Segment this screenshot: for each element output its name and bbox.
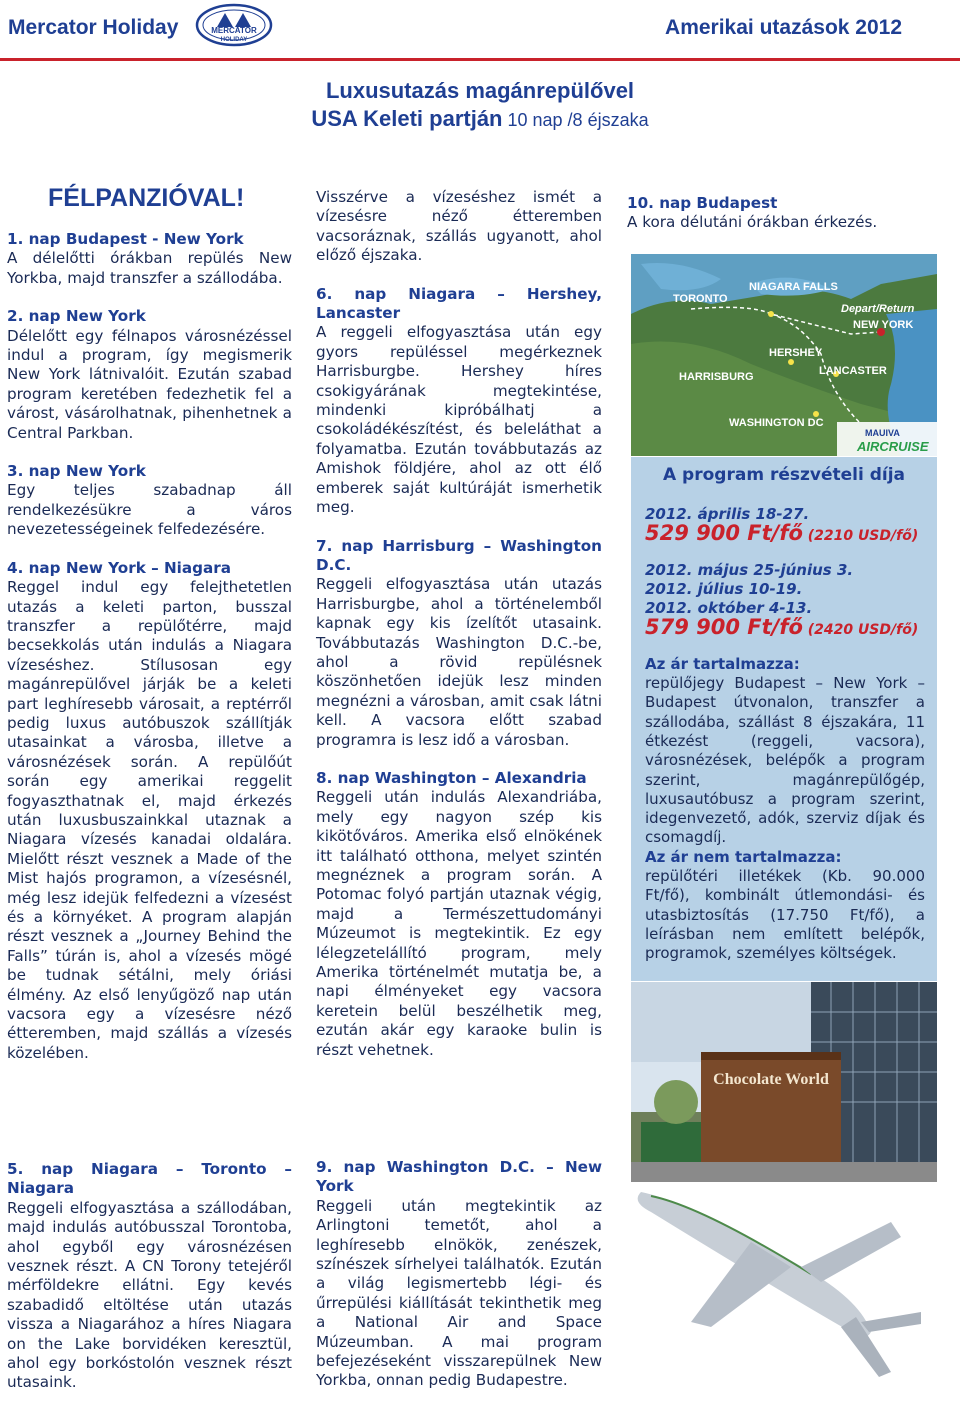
brand-name: Mercator Holiday (8, 16, 179, 39)
photo-sign: Chocolate World (713, 1071, 829, 1088)
date-3: 2012. július 10-19. (645, 579, 803, 598)
day-6-heading: 6. nap Niagara – Hershey, Lancaster (316, 284, 602, 323)
price-1-usd: (2210 USD/fő) (807, 528, 919, 545)
price-content (645, 505, 925, 964)
day-9-heading: 9. nap Washington D.C. – New York (316, 1158, 602, 1196)
page-header (0, 0, 960, 60)
header-tagline: Amerikai utazások 2012 (665, 16, 902, 39)
day-1 (7, 230, 292, 288)
included-text: repülőjegy Budapest – New York – Budapest útvonalon, transzfer a szállodába, szállást 8 éjszakára, 11 étkezést (reggeli, vacsora), városnézések, belépők a program szerint, magánrepülőgép, luxusautóbusz a program szerint, idegenvezető, adók, szerviz díjak és csomagdíj. (645, 674, 925, 847)
day-4-heading: 4. nap New York – Niagara (7, 558, 231, 577)
day-4 (7, 559, 292, 1064)
price-heading: A program részvételi díja (662, 465, 906, 485)
page-title: Luxusutazás magánrepülővel (325, 78, 635, 103)
map-brand-2: AIRCRUISE (857, 439, 929, 454)
map-label-hershey: HERSHEY (769, 347, 823, 359)
itinerary-column-2 (316, 188, 602, 1079)
day-8-heading: 8. nap Washington – Alexandria (316, 768, 587, 787)
map-label-lancaster: LANCASTER (819, 365, 887, 377)
date-1: 2012. április 18-27. (645, 505, 810, 523)
day-10 (627, 194, 937, 233)
map-label-niagara: NIAGARA FALLS (749, 281, 838, 293)
day-5-continued (316, 188, 602, 266)
day-1-text: A délelőtti órákban repülés New Yorkba, majd transzfer a szállodába. (7, 249, 292, 287)
price-2: 579 900 Ft/fő (645, 615, 803, 640)
itinerary-column-1 (7, 230, 292, 1082)
day-2-heading: 2. nap New York (7, 307, 146, 326)
day-5-continued-text: Visszérve a vízeséshez ismét a vízesésre néző étteremben vacsoráznak, szállás ugyanott, ahol előző éjszaka. (316, 188, 602, 265)
header-divider (0, 58, 960, 61)
price-2-row (645, 615, 925, 640)
day-8 (316, 769, 602, 1060)
day-2-text: Délelőtt egy félnapos városnézéssel indul a program, így megismerik New York látnivalóit. Ezután szabad program keretében fedezhetik fel a várost, vásárolhatnak, pihenhetnek a Central Parkban. (7, 326, 292, 442)
route-map (631, 254, 937, 456)
date-2: 2012. május 25-június 3. (645, 560, 854, 579)
itinerary-column-1-bottom (7, 1160, 292, 1412)
itinerary-column-3 (627, 194, 937, 252)
day-6-text: A reggeli elfogyasztása után egy gyors repüléssel megérkeznek Harrisburgbe. Hershey híres csokigyárának megtekintése, mindenki kipróbálhatj a csokoládékészítést, és beleláthat a folyamatba. Ezután továbbutazás az Amishok földjére, ahol az ott élő emberek saját kultúráját ismerhetik meg. (316, 323, 602, 517)
mercator-logo (195, 3, 273, 47)
price-1: 529 900 Ft/fő (645, 521, 803, 546)
day-8-text: Reggeli után indulás Alexandriába, mely egy nagyon szép kis kikötőváros. Amerika első elnökének itt található otthona, melyet szintén megnéznek a program során. A Potomac folyó partján utaznak végig, majd a Természettudományi Múzeumot is megtekintik. Ez egy lélegzetelállító program, mely Amerika történelmét mutatja be, a napi élményeket egy vacsora keretein belül beszélhetik meg, ezután akár egy karaoke bulin is részt vehetnek. (316, 788, 602, 1059)
day-7 (316, 537, 602, 750)
day-5-text: Reggeli elfogyasztása a szállodában, majd indulás autóbusszal Torontoba, ahol egyből egy városnézésen vesznek részt. A CN Torony tetejéről mérföldekre ellátni. Egy kevés szabadidő eltöltése után utazás vissza a Niagarához a híres Niagara on the Lake borvidéken keresztül, ahol egy borkóstolón vesznek részt utasaink. (7, 1198, 292, 1392)
excluded-text: repülőtéri illetékek (Kb. 90.000 Ft/fő), kombinált útlemondási- és utasbiztosítás (17.750 Ft/fő), a leírásban nem említett belépők, programok, személyes költségek. (645, 867, 925, 963)
map-label-harrisburg: HARRISBURG (679, 371, 754, 383)
airplane-photo (631, 1182, 937, 1382)
subtitle-duration: 10 nap /8 éjszaka (502, 110, 649, 130)
board-badge: FÉLPANZIÓVAL! (48, 184, 245, 212)
day-6 (316, 285, 602, 518)
itinerary-column-2-bottom (316, 1158, 602, 1410)
map-label-washington: WASHINGTON DC (729, 417, 824, 429)
day-9 (316, 1158, 602, 1391)
map-label-depart: Depart/Return (841, 303, 915, 315)
day-7-text: Reggeli elfogyasztása után utazás Harrisburgbe, ahol a történelemből kapnak egy kis ízelítőt utasaink. Továbbutazás Washington D.C.-be, ahol a rövid repülésnek köszönhetően idejük lesz minden megnézni a városban, amit csak látni kell. A vacsora előtt szabad programra is lesz idő a városban. (316, 575, 602, 749)
date-4: 2012. október 4-13. (645, 599, 813, 618)
day-2 (7, 307, 292, 443)
day-7-heading: 7. nap Harrisburg – Washington D.C. (316, 536, 602, 574)
day-5-heading: 5. nap Niagara – Toronto – Niagara (7, 1160, 292, 1198)
price-2-usd: (2420 USD/fő) (807, 622, 919, 639)
day-4-text: Reggel indul egy felejthetetlen utazás a keleti parton, busszal transzfer a repülőtérre, majd becsekkolás után indulás a Niagara vízeséshez. Stílusosan egy magánrepülővel járják be a keleti part leghíresebb városait, a reptérről pedig luxus autóbuszok szállítják utasainkat a városba, illetve a városnézések során. A repülőút során egy amerikai reggelit fogyaszthatnak el, majd érkezés után luxusbuszainkkal utaznak a Niagara vízesés kanadai oldalára. Mielőtt részt vesznek a Made of the Mist hajós programon, a vízesésnél, még lesz idejük felfedezni a vízesést és a környéket. A program alapján részt vesznek a „Journey Behind the Falls” túrán is, ahol a vízesés mögé be tudnak sétálni, mely óriási élmény. Az első lenyűgöző nap után vacsora egy a vízesésre néző étteremben, majd szállás a vízesés közelében. (7, 578, 292, 1062)
day-3-heading: 3. nap New York (7, 462, 146, 481)
day-9-text: Reggeli után megtekintik az Arlingtoni temetőt, ahol a leghíresebb elnökök, zenészek, színészek sírhelyei találhatók. Ezután a világ legismertebb légi- és űrrepülési kiállítását tekinthetik meg a National Air and Space Múzeumban. A mai program befejezéseként visszarepülnek New Yorkba, onnan pedig Budapestre. (316, 1196, 602, 1390)
excluded-heading: Az ár nem tartalmazza: (645, 847, 842, 866)
day-10-text: A kora délutáni órákban érkezés. (627, 213, 878, 232)
price-box (631, 457, 937, 981)
map-label-toronto: TORONTO (673, 293, 728, 305)
subtitle-main: USA Keleti partján (311, 106, 503, 131)
logo-text-bottom: HOLIDAY (220, 37, 248, 43)
chocolate-world-photo (631, 982, 937, 1182)
day-3-text: Egy teljes szabadnap áll rendelkezésükre a város nevezetességeinek felfedezésére. (7, 481, 292, 539)
day-1-heading: 1. nap Budapest - New York (7, 230, 244, 248)
price-1-row (645, 521, 925, 546)
map-label-newyork: NEW YORK (853, 319, 914, 331)
map-brand-1: MAUIVA (865, 428, 900, 438)
logo-text-top: MERCATOR (211, 26, 257, 35)
day-10-heading: 10. nap Budapest (627, 194, 778, 212)
included-heading: Az ár tartalmazza: (645, 654, 800, 673)
day-3 (7, 462, 292, 540)
page-subtitle (0, 106, 960, 132)
day-5 (7, 1160, 292, 1393)
